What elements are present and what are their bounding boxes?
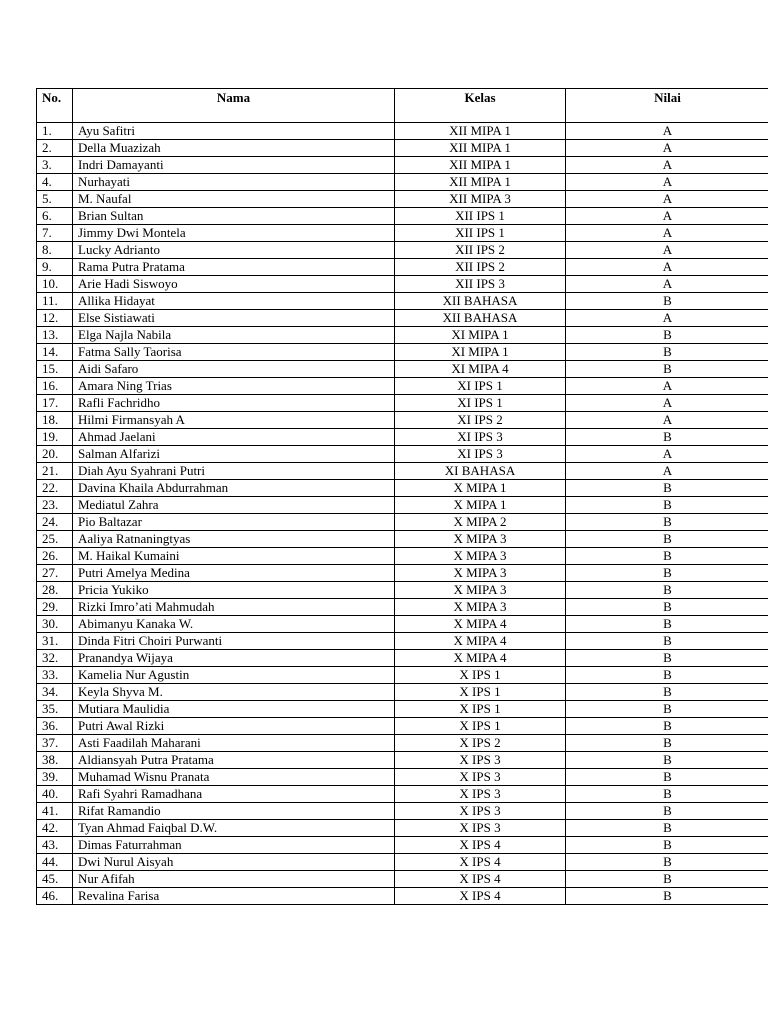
row-number: 32. [37, 650, 73, 667]
row-number: 16. [37, 378, 73, 395]
student-name: Pricia Yukiko [73, 582, 395, 599]
class-name: XII MIPA 3 [395, 191, 566, 208]
table-row [37, 718, 768, 735]
row-number: 17. [37, 395, 73, 412]
student-name: Abimanyu Kanaka W. [73, 616, 395, 633]
class-name: XII IPS 3 [395, 276, 566, 293]
student-name: Rafli Fachridho [73, 395, 395, 412]
class-name: XII MIPA 1 [395, 123, 566, 140]
row-number: 29. [37, 599, 73, 616]
student-name: Revalina Farisa [73, 888, 395, 905]
class-name: XII BAHASA [395, 293, 566, 310]
student-name: M. Haikal Kumaini [73, 548, 395, 565]
grade: B [566, 531, 768, 548]
grade: B [566, 684, 768, 701]
class-name: XI IPS 1 [395, 395, 566, 412]
student-name: M. Naufal [73, 191, 395, 208]
row-number: 10. [37, 276, 73, 293]
class-name: XI IPS 3 [395, 429, 566, 446]
grade: A [566, 157, 768, 174]
student-name: Rifat Ramandio [73, 803, 395, 820]
row-number: 12. [37, 310, 73, 327]
row-number: 15. [37, 361, 73, 378]
grades-table [36, 88, 768, 905]
student-name: Kamelia Nur Agustin [73, 667, 395, 684]
grade: A [566, 446, 768, 463]
class-name: X IPS 1 [395, 718, 566, 735]
table-row [37, 242, 768, 259]
header-no: No. [37, 89, 73, 123]
grade: B [566, 837, 768, 854]
table-row [37, 208, 768, 225]
student-name: Muhamad Wisnu Pranata [73, 769, 395, 786]
table-row [37, 225, 768, 242]
table-row [37, 463, 768, 480]
row-number: 36. [37, 718, 73, 735]
grade: B [566, 548, 768, 565]
student-name: Tyan Ahmad Faiqbal D.W. [73, 820, 395, 837]
student-name: Putri Amelya Medina [73, 565, 395, 582]
grade: A [566, 123, 768, 140]
class-name: X IPS 1 [395, 684, 566, 701]
row-number: 3. [37, 157, 73, 174]
table-row [37, 650, 768, 667]
student-name: Salman Alfarizi [73, 446, 395, 463]
grade: B [566, 735, 768, 752]
row-number: 7. [37, 225, 73, 242]
row-number: 2. [37, 140, 73, 157]
row-number: 41. [37, 803, 73, 820]
class-name: X IPS 3 [395, 803, 566, 820]
table-row [37, 480, 768, 497]
class-name: X IPS 2 [395, 735, 566, 752]
grade: B [566, 327, 768, 344]
row-number: 30. [37, 616, 73, 633]
student-name: Aldiansyah Putra Pratama [73, 752, 395, 769]
student-name: Lucky Adrianto [73, 242, 395, 259]
grade: A [566, 378, 768, 395]
class-name: XII IPS 1 [395, 225, 566, 242]
table-row [37, 752, 768, 769]
row-number: 33. [37, 667, 73, 684]
grade: A [566, 242, 768, 259]
grade: B [566, 480, 768, 497]
table-row [37, 854, 768, 871]
row-number: 39. [37, 769, 73, 786]
table-row [37, 276, 768, 293]
grade: A [566, 140, 768, 157]
class-name: X MIPA 3 [395, 565, 566, 582]
student-name: Nurhayati [73, 174, 395, 191]
table-row [37, 548, 768, 565]
class-name: XI MIPA 1 [395, 344, 566, 361]
grade: A [566, 395, 768, 412]
table-row [37, 123, 768, 140]
row-number: 44. [37, 854, 73, 871]
class-name: X IPS 4 [395, 837, 566, 854]
student-name: Jimmy Dwi Montela [73, 225, 395, 242]
row-number: 27. [37, 565, 73, 582]
grade: B [566, 616, 768, 633]
student-name: Allika Hidayat [73, 293, 395, 310]
class-name: X IPS 4 [395, 888, 566, 905]
row-number: 43. [37, 837, 73, 854]
table-row [37, 599, 768, 616]
student-name: Aaliya Ratnaningtyas [73, 531, 395, 548]
student-name: Davina Khaila Abdurrahman [73, 480, 395, 497]
table-row [37, 378, 768, 395]
row-number: 28. [37, 582, 73, 599]
class-name: XII IPS 2 [395, 259, 566, 276]
class-name: XI IPS 1 [395, 378, 566, 395]
class-name: XII MIPA 1 [395, 157, 566, 174]
class-name: XI IPS 2 [395, 412, 566, 429]
class-name: X IPS 4 [395, 871, 566, 888]
table-row [37, 735, 768, 752]
row-number: 11. [37, 293, 73, 310]
student-name: Dinda Fitri Choiri Purwanti [73, 633, 395, 650]
table-row [37, 837, 768, 854]
row-number: 31. [37, 633, 73, 650]
class-name: XI IPS 3 [395, 446, 566, 463]
grade: B [566, 582, 768, 599]
table-row [37, 803, 768, 820]
table-row [37, 344, 768, 361]
grade: A [566, 276, 768, 293]
row-number: 9. [37, 259, 73, 276]
table-row [37, 259, 768, 276]
class-name: X IPS 3 [395, 820, 566, 837]
grade: B [566, 344, 768, 361]
grade: B [566, 599, 768, 616]
class-name: XI MIPA 1 [395, 327, 566, 344]
grade: B [566, 803, 768, 820]
row-number: 1. [37, 123, 73, 140]
grade: B [566, 888, 768, 905]
row-number: 6. [37, 208, 73, 225]
student-name: Della Muazizah [73, 140, 395, 157]
grade: B [566, 497, 768, 514]
row-number: 35. [37, 701, 73, 718]
class-name: X MIPA 1 [395, 497, 566, 514]
student-name: Pranandya Wijaya [73, 650, 395, 667]
student-name: Keyla Shyva M. [73, 684, 395, 701]
row-number: 42. [37, 820, 73, 837]
student-name: Brian Sultan [73, 208, 395, 225]
table-row [37, 140, 768, 157]
row-number: 4. [37, 174, 73, 191]
row-number: 21. [37, 463, 73, 480]
class-name: XII IPS 1 [395, 208, 566, 225]
table-row [37, 633, 768, 650]
grade: B [566, 293, 768, 310]
table-row [37, 514, 768, 531]
grade: B [566, 718, 768, 735]
row-number: 25. [37, 531, 73, 548]
grade: B [566, 361, 768, 378]
student-name: Putri Awal Rizki [73, 718, 395, 735]
student-name: Rafi Syahri Ramadhana [73, 786, 395, 803]
grade: A [566, 225, 768, 242]
header-kelas: Kelas [395, 89, 566, 123]
class-name: X IPS 3 [395, 769, 566, 786]
student-name: Nur Afifah [73, 871, 395, 888]
table-row [37, 361, 768, 378]
class-name: X IPS 4 [395, 854, 566, 871]
row-number: 38. [37, 752, 73, 769]
class-name: XII BAHASA [395, 310, 566, 327]
table-row [37, 412, 768, 429]
table-row [37, 395, 768, 412]
table-row [37, 701, 768, 718]
table-row [37, 497, 768, 514]
table-row [37, 786, 768, 803]
student-name: Ayu Safitri [73, 123, 395, 140]
class-name: XI BAHASA [395, 463, 566, 480]
class-name: XII IPS 2 [395, 242, 566, 259]
header-nilai: Nilai [566, 89, 768, 123]
table-row [37, 310, 768, 327]
grade: A [566, 463, 768, 480]
table-row [37, 769, 768, 786]
table-row [37, 191, 768, 208]
grade: B [566, 752, 768, 769]
row-number: 22. [37, 480, 73, 497]
row-number: 19. [37, 429, 73, 446]
student-name: Aidi Safaro [73, 361, 395, 378]
grade: B [566, 701, 768, 718]
grade: A [566, 259, 768, 276]
row-number: 23. [37, 497, 73, 514]
row-number: 40. [37, 786, 73, 803]
class-name: X IPS 3 [395, 786, 566, 803]
row-number: 37. [37, 735, 73, 752]
student-name: Dwi Nurul Aisyah [73, 854, 395, 871]
table-row [37, 293, 768, 310]
grade: A [566, 310, 768, 327]
student-name: Fatma Sally Taorisa [73, 344, 395, 361]
table-row [37, 429, 768, 446]
student-name: Elga Najla Nabila [73, 327, 395, 344]
grade: B [566, 820, 768, 837]
table-row [37, 616, 768, 633]
class-name: X MIPA 4 [395, 616, 566, 633]
student-name: Asti Faadilah Maharani [73, 735, 395, 752]
class-name: XII MIPA 1 [395, 174, 566, 191]
grade: B [566, 429, 768, 446]
class-name: X MIPA 4 [395, 650, 566, 667]
row-number: 5. [37, 191, 73, 208]
row-number: 13. [37, 327, 73, 344]
table-row [37, 174, 768, 191]
table-row [37, 684, 768, 701]
row-number: 26. [37, 548, 73, 565]
grade: B [566, 565, 768, 582]
student-name: Ahmad Jaelani [73, 429, 395, 446]
grade: A [566, 412, 768, 429]
class-name: X IPS 3 [395, 752, 566, 769]
row-number: 24. [37, 514, 73, 531]
class-name: X MIPA 3 [395, 548, 566, 565]
student-name: Pio Baltazar [73, 514, 395, 531]
table-row [37, 820, 768, 837]
student-name: Arie Hadi Siswoyo [73, 276, 395, 293]
table-row [37, 871, 768, 888]
class-name: X MIPA 4 [395, 633, 566, 650]
student-name: Else Sistiawati [73, 310, 395, 327]
row-number: 14. [37, 344, 73, 361]
header-row [37, 89, 768, 123]
student-name: Amara Ning Trias [73, 378, 395, 395]
student-name: Diah Ayu Syahrani Putri [73, 463, 395, 480]
class-name: X IPS 1 [395, 701, 566, 718]
student-name: Mutiara Maulidia [73, 701, 395, 718]
grade: B [566, 769, 768, 786]
table-row [37, 888, 768, 905]
grade: B [566, 667, 768, 684]
student-name: Dimas Faturrahman [73, 837, 395, 854]
class-name: X MIPA 3 [395, 582, 566, 599]
class-name: XII MIPA 1 [395, 140, 566, 157]
class-name: X MIPA 2 [395, 514, 566, 531]
grade: B [566, 633, 768, 650]
grade: A [566, 191, 768, 208]
student-name: Rizki Imro’ati Mahmudah [73, 599, 395, 616]
table-row [37, 565, 768, 582]
table-row [37, 582, 768, 599]
row-number: 46. [37, 888, 73, 905]
table-body [37, 123, 768, 905]
student-name: Hilmi Firmansyah A [73, 412, 395, 429]
row-number: 45. [37, 871, 73, 888]
student-name: Rama Putra Pratama [73, 259, 395, 276]
grade: A [566, 208, 768, 225]
table-row [37, 446, 768, 463]
table-row [37, 327, 768, 344]
grade: B [566, 871, 768, 888]
row-number: 34. [37, 684, 73, 701]
class-name: X MIPA 3 [395, 531, 566, 548]
row-number: 20. [37, 446, 73, 463]
grade: B [566, 650, 768, 667]
class-name: X MIPA 3 [395, 599, 566, 616]
table-row [37, 531, 768, 548]
class-name: X IPS 1 [395, 667, 566, 684]
class-name: XI MIPA 4 [395, 361, 566, 378]
class-name: X MIPA 1 [395, 480, 566, 497]
table-row [37, 157, 768, 174]
student-name: Indri Damayanti [73, 157, 395, 174]
grade: A [566, 174, 768, 191]
grade: B [566, 514, 768, 531]
header-nama: Nama [73, 89, 395, 123]
row-number: 8. [37, 242, 73, 259]
row-number: 18. [37, 412, 73, 429]
grade: B [566, 786, 768, 803]
table-row [37, 667, 768, 684]
grade: B [566, 854, 768, 871]
student-name: Mediatul Zahra [73, 497, 395, 514]
